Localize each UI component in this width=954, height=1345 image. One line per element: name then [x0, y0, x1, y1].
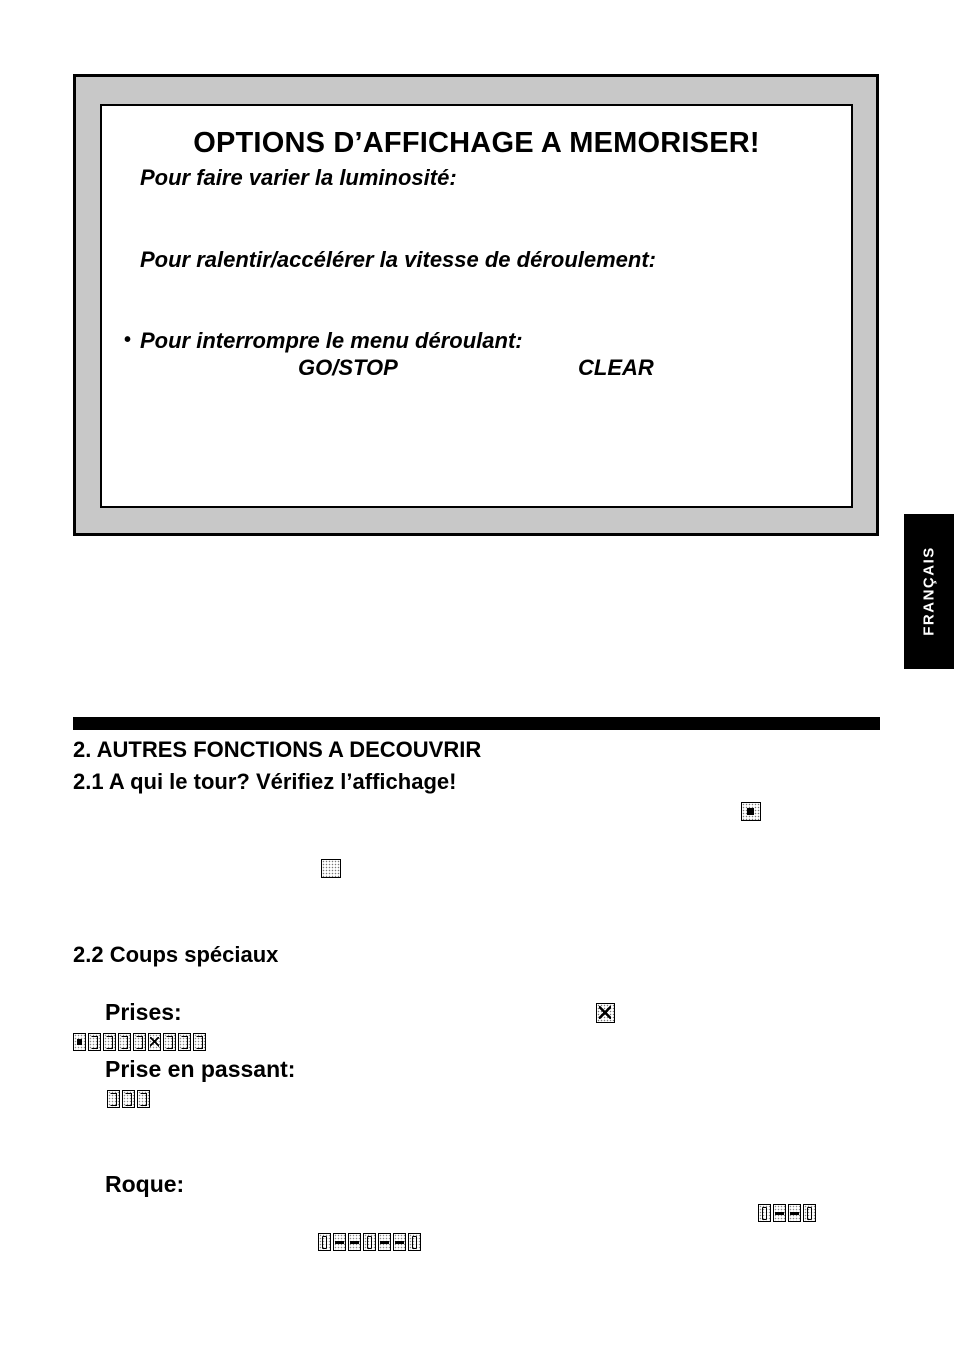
section-heading: 2. AUTRES FONCTIONS A DECOUVRIR — [73, 737, 482, 762]
lcd-cell — [107, 1090, 120, 1108]
lcd-cell — [88, 1033, 101, 1051]
go-stop-key-label: GO/STOP — [298, 355, 398, 380]
lcd-cell — [122, 1090, 135, 1108]
language-tab-label: FRANÇAIS — [920, 546, 938, 636]
lcd-cell — [148, 1033, 161, 1051]
lcd-short-castle-display — [758, 1204, 816, 1222]
captures-label: Prises: — [105, 999, 182, 1025]
lcd-cell — [103, 1033, 116, 1051]
lcd-white-square-icon — [321, 859, 341, 878]
clear-key-label: CLEAR — [578, 355, 654, 380]
lcd-cell — [118, 1033, 131, 1051]
lcd-cell — [163, 1033, 176, 1051]
lcd-cell — [178, 1033, 191, 1051]
lcd-capture-move-display — [73, 1033, 206, 1051]
subsection-2-2-heading: 2.2 Coups spéciaux — [73, 942, 279, 967]
lcd-cell — [73, 1033, 86, 1051]
lcd-cell — [408, 1233, 421, 1251]
lcd-cell — [803, 1204, 816, 1222]
lcd-cell — [773, 1204, 786, 1222]
lcd-capture-cross-icon — [596, 1003, 615, 1023]
subsection-2-1-heading: 2.1 A qui le tour? Vérifiez l’affichage! — [73, 769, 457, 794]
brightness-text: Pour faire varier la luminosité: — [140, 165, 457, 190]
lcd-long-castle-display — [318, 1233, 421, 1251]
castling-label: Roque: — [105, 1171, 185, 1197]
lcd-cell — [348, 1233, 361, 1251]
lcd-cell — [318, 1233, 331, 1251]
interrupt-menu-text: Pour interrompre le menu déroulant: — [140, 328, 523, 353]
en-passant-label: Prise en passant: — [105, 1056, 296, 1082]
lcd-en-passant-display — [107, 1090, 150, 1108]
lcd-cell — [758, 1204, 771, 1222]
lcd-cell — [363, 1233, 376, 1251]
bullet-icon: • — [124, 329, 132, 351]
options-box-title: OPTIONS D’AFFICHAGE A MEMORISER! — [193, 127, 760, 159]
lcd-cell — [137, 1090, 150, 1108]
lcd-cell — [193, 1033, 206, 1051]
section-rule — [73, 717, 880, 730]
lcd-black-square-icon — [741, 802, 761, 821]
lcd-cell — [788, 1204, 801, 1222]
scroll-speed-text: Pour ralentir/accélérer la vitesse de déroulement: — [140, 247, 657, 272]
lcd-cell — [133, 1033, 146, 1051]
lcd-cell — [378, 1233, 391, 1251]
lcd-cell — [393, 1233, 406, 1251]
lcd-cell — [333, 1233, 346, 1251]
